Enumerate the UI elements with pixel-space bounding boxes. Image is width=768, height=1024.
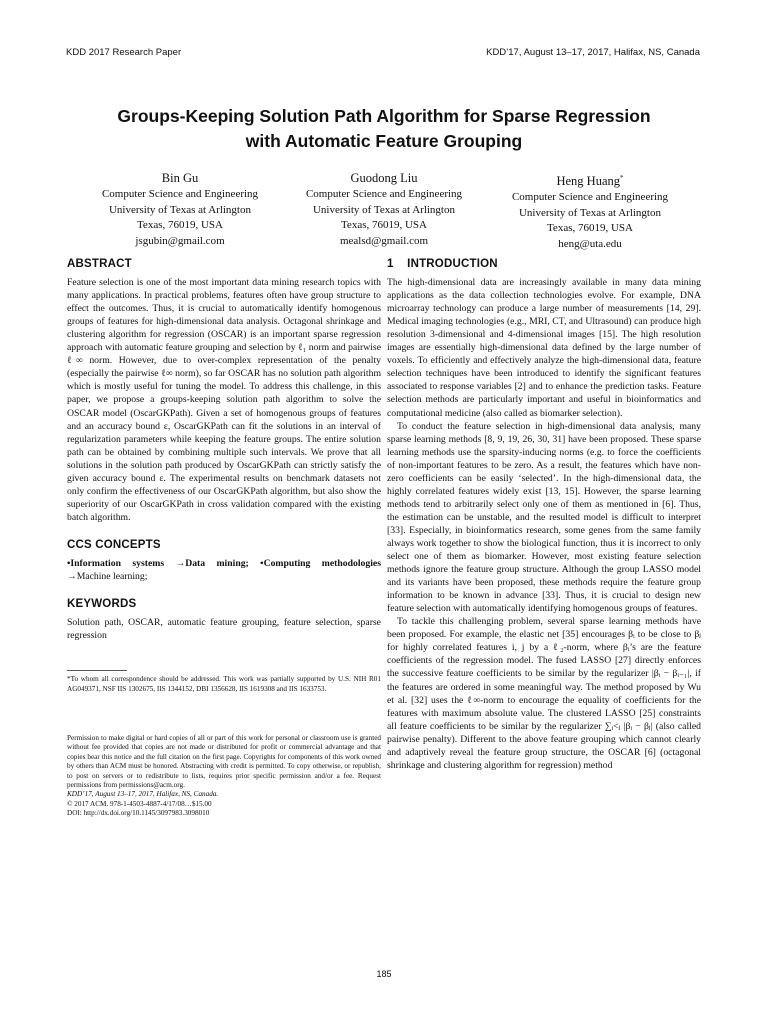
author-university: University of Texas at Arlington <box>518 206 661 219</box>
abstract-text: Feature selection is one of the most important data mining research topics with many applications. In practical problems, features often have group structure to effect the outcomes. Thus, it is crucial to automatically identify homogenous groups of features for high-dimensional data analysis. Octagonal shrinkage and clustering algorithm for regression (OSCAR) is an important sparse regression approach with automatic feature grouping and selection by ℓ₁ norm and pairwise ℓ∞ norm. However, due to over-complex representation of the penalty (especially the pairwise ℓ∞ norm), so far OSCAR has no solution path algorithm which is mostly useful for tuning the model. To address this challenge, in this paper, we propose a groups-keeping solution path algorithm to solve the OSCAR model (OscarGKPath). Given a set of homogenous groups of features and an accuracy bound ε, OscarGKPath can fit the solutions in an interval of regularization parameters while keeping the feature groups. The entire solution path can be obtained by combining multiple such intervals. We prove that all solutions in the solution path produced by OscarGKPath can strictly satisfy the given accuracy bound ε. The experimental results on benchmark datasets not only confirm the effectiveness of our OscarGKPath algorithm, but also show the superiority of our OscarGKPath in cross validation compared with the existing batch algorithm. <box>67 277 381 523</box>
permission-text: Permission to make digital or hard copies of all or part of this work for personal or classroom use is granted without fee provided that copies are not made or distributed for profit or commercial advantage and that copies bear this notice and the full citation on the first page. Copyrights for components of this work owned by others than ACM must be honored. Abstracting with credit is permitted. To copy otherwise, or republish, to post on servers or to redistribute to lists, requires prior specific permission and/or a fee. Request permissions from permissions@acm.org. <box>67 734 381 790</box>
author-dept: Computer Science and Engineering <box>101 188 259 200</box>
author-name: Bin Gu <box>161 171 199 185</box>
keywords-heading: KEYWORDS <box>67 598 137 611</box>
author-email: heng@uta.edu <box>558 237 622 250</box>
author-name: Heng Huang <box>556 174 621 189</box>
running-head-left: KDD 2017 Research Paper <box>66 47 182 58</box>
ccs-heading: CCS CONCEPTS <box>67 538 161 551</box>
author-university: University of Texas at Arlington <box>312 203 455 216</box>
author-footnote-mark: * <box>620 174 624 182</box>
author-dept: Computer Science and Engineering <box>305 188 463 200</box>
author-name-line <box>490 170 690 189</box>
title-line-2: with Automatic Feature Grouping <box>245 131 523 151</box>
abstract-heading: ABSTRACT <box>67 258 132 270</box>
page-number: 185 <box>376 969 392 979</box>
author-block <box>284 170 484 249</box>
conference-info: KDD’17, August 13–17, 2017, Halifax, NS, Canada. <box>67 790 219 799</box>
author-email: jsgubin@gmail.com <box>135 234 225 247</box>
running-head-right: KDD’17, August 13–17, 2017, Halifax, NS, Canada <box>486 47 700 58</box>
ccs-text <box>67 557 381 583</box>
introduction-heading: 1 INTRODUCTION <box>387 258 498 270</box>
paper-title <box>40 104 728 154</box>
copyright-line: © 2017 ACM. 978-1-4503-4887-4/17/08…$15.00 <box>67 799 212 808</box>
author-name: Guodong Liu <box>350 171 418 185</box>
footnote: *To whom all correspondence should be addressed. This work was partially supported by U.S. NIH R01 AG049371, NSF IIS 1302675, IIS 1344152, DBI 1356628, IIS 1619308 and IIS 1633753. <box>67 675 381 693</box>
intro-paragraph-3: To tackle this challenging problem, several sparse learning methods have been proposed. For example, the elastic net [35] encourages βᵢ to be close to βⱼ for highly correlated features i, j by a ℓ₂-norm, where βᵢ’s are the feature coefficients of the regression model. The fused LASSO [27] directly enforces the successive feature coefficients to be similar by the regularizer |βᵢ − βᵢ₋₁|, if the features are ordered in some meaningful way. The method proposed by Wu et al. [32] uses the ℓ∞-norm to encourage the equality of coefficients for the features with maximum absolute value. The clustered LASSO [25] constraints all feature coefficients to be similar by the regularizer ∑ᵢ<ⱼ |βᵢ − βⱼ| (also called pairwise penalty). Different to the above feature grouping which cannot clearly and adaptively reveal the feature group structure, the OSCAR [6] (octagonal shrinkage and clustering algorithm for regression) method <box>387 616 701 771</box>
author-block <box>80 170 280 249</box>
author-dept: Computer Science and Engineering <box>511 191 669 204</box>
intro-paragraph-2: To conduct the feature selection in high-dimensional data analysis, many sparse learning methods [8, 9, 19, 26, 30, 31] have been proposed. These sparse learning methods use the sparsity-inducing norms (e.g. to force the coefficients of non-important features to be zero. As a result, the features which have non-zero coefficients can be easily ‘selected’. In the high-dimensional data, the highly correlated features widely exist [13, 15]. However, the sparse learning methods tend to arbitrarily select only one of them as mentioned in [6]. Thus, the estimation can be unstable, and the resulted model is difficult to interpret [33]. Especially, in bioinformatics research, some genes from the same family always work together to show the biological function, thus it is incorrect to only select one of them as biomarker. However, most existing feature selection methods ignore the feature group structure. Although the group LASSO model and its variants have been proposed, these methods require the feature group information to be known in advance [33]. Thus, it is crucial to design new feature selection with automatically identifying homogenous groups of features. <box>387 420 701 615</box>
keywords-text: Solution path, OSCAR, automatic feature grouping, feature selection, sparse regression <box>67 617 381 642</box>
author-address: Texas, 76019, USA <box>340 219 427 232</box>
doi-line: DOI: http://dx.doi.org/10.1145/3097983.3098010 <box>67 809 210 818</box>
author-email: mealsd@gmail.com <box>339 234 429 247</box>
author-address: Texas, 76019, USA <box>136 219 223 232</box>
intro-paragraph-1: The high-dimensional data are increasingly available in many data mining applications as the data collection technologies evolve. For example, DNA microarray technology can produce a large number of measurements [14, 29]. Medical imaging technologies (e.g., MRI, CT, and Ultrasound) can produce high resolution 3-dimensional and 4-dimensional images [15]. The high resolution images are essentially high-dimensional data defined by the large number of voxels. To efficiently and effectively analyze the high-dimensional data, feature selection techniques have been introduced to identify the significant features associated to response variables [2] and to enhance the prediction tasks. Feature selection methods are particularly important and useful in bioinformatics and computational medicine (also called as biomarker selection). <box>387 277 701 419</box>
author-block <box>490 170 690 253</box>
ccs-plain-terms: Machine learning; <box>76 571 148 583</box>
author-address: Texas, 76019, USA <box>546 222 633 235</box>
footnote-rule <box>67 670 127 671</box>
ccs-bold-terms: •Information systems →Data mining; •Computing methodologies → <box>67 557 381 583</box>
author-university: University of Texas at Arlington <box>108 203 251 216</box>
left-column <box>67 258 381 819</box>
permission-block <box>67 734 381 819</box>
title-line-1: Groups-Keeping Solution Path Algorithm for Sparse Regression <box>117 106 651 126</box>
right-column <box>387 258 701 772</box>
